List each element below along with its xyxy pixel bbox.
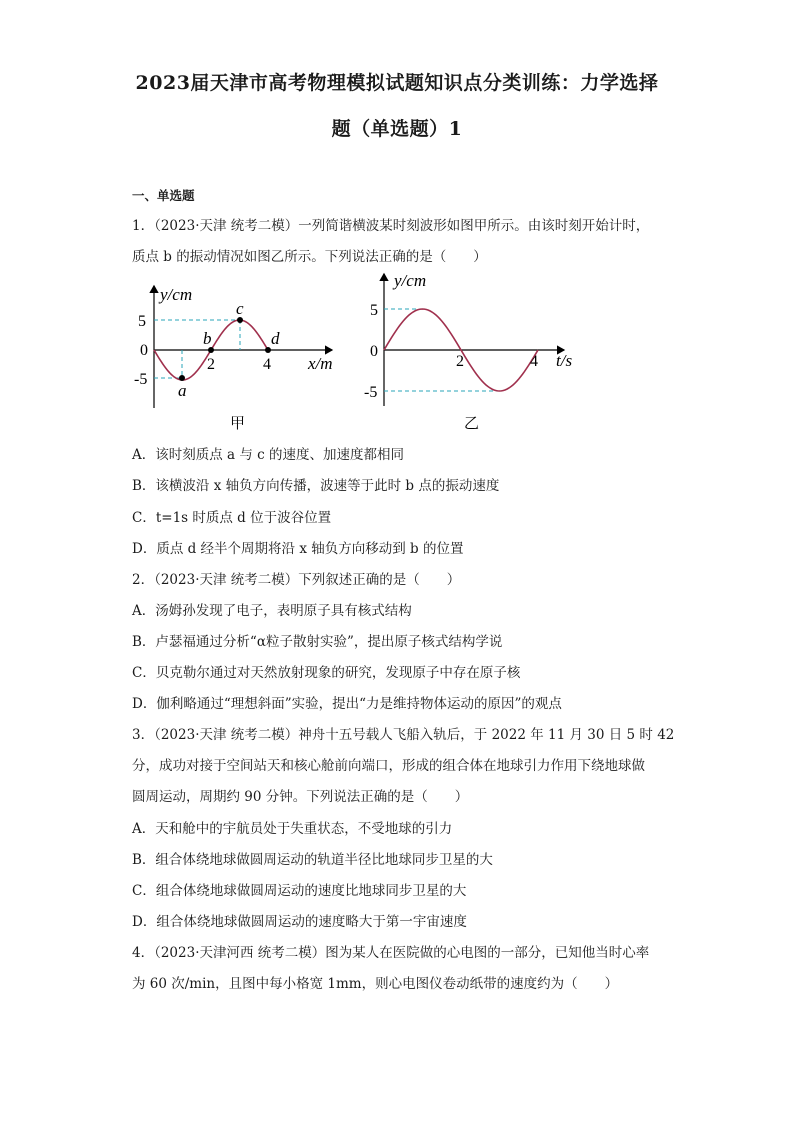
page-title-line1: 2023届天津市高考物理模拟试题知识点分类训练：力学选择 [135,72,659,94]
figure-jia-wave-graph [130,276,350,436]
q3-option-b: B．组合体绕地球做圆周运动的轨道半径比地球同步卫星的大 [132,852,493,868]
q1-stem-line2: 质点 b 的振动情况如图乙所示。下列说法正确的是（ ） [132,249,487,265]
t-axis-label: t/s [556,351,573,370]
q1-option-c: C．t=1s 时质点 d 位于波谷位置 [132,510,332,526]
section-heading: 一、单选题 [132,188,195,203]
q4-stem-line1: 4．（2023·天津河西 统考二模）图为某人在医院做的心电图的一部分，已知他当时心率 [132,945,650,961]
q2-option-d: D．伽利略通过“理想斜面”实验，提出“力是维持物体运动的原因”的观点 [132,696,562,712]
figure-caption-yi: 乙 [464,416,480,432]
y-tick-neg5: -5 [134,371,148,388]
label-d: d [271,329,280,348]
q2-option-b: B．卢瑟福通过分析“α粒子散射实验”，提出原子核式结构学说 [132,634,503,650]
q1-option-d: D．质点 d 经半个周期将沿 x 轴负方向移动到 b 的位置 [132,541,464,557]
t-tick-2: 2 [456,353,464,370]
y-tick-neg5: -5 [364,384,378,401]
q3-stem-line1: 3．（2023·天津 统考二模）神舟十五号载人飞船入轨后，于 2022 年 11 月 30 日 5 时 42 [132,727,675,743]
q3-option-d: D．组合体绕地球做圆周运动的速度略大于第一宇宙速度 [132,914,467,930]
label-b: b [203,329,212,348]
figure-yi-vibration-graph [358,266,588,436]
y-tick-5: 5 [370,302,378,319]
q2-option-a: A．汤姆孙发现了电子，表明原子具有核式结构 [132,603,412,619]
q4-stem-line2: 为 60 次/min，且图中每小格宽 1mm，则心电图仪卷动纸带的速度约为（ ） [132,976,619,992]
page-title-line2: 题（单选题）1 [331,118,463,140]
q3-option-a: A．天和舱中的宇航员处于失重状态，不受地球的引力 [132,821,453,837]
y-tick-0: 0 [370,343,378,360]
x-tick-2: 2 [207,356,215,373]
t-tick-4: 4 [530,353,538,370]
y-tick-5: 5 [138,313,146,330]
q2-stem: 2．（2023·天津 统考二模）下列叙述正确的是（ ） [132,572,461,588]
figure-caption-jia: 甲 [230,416,246,432]
y-axis-label: y/cm [160,285,193,304]
x-tick-4: 4 [263,356,271,373]
q3-stem-line2: 分，成功对接于空间站天和核心舱前向端口，形成的组合体在地球引力作用下绕地球做 [132,758,645,774]
label-c: c [236,299,244,318]
q1-stem-line1: 1．（2023·天津 统考二模）一列简谐横波某时刻波形如图甲所示。由该时刻开始计时， [132,218,650,234]
label-a: a [178,381,187,400]
y-tick-0: 0 [140,342,148,359]
q3-stem-line3: 圆周运动，周期约 90 分钟。下列说法正确的是（ ） [132,789,469,805]
q3-option-c: C．组合体绕地球做圆周运动的速度比地球同步卫星的大 [132,883,467,899]
x-axis-label: x/m [308,354,333,373]
q2-option-c: C．贝克勒尔通过对天然放射现象的研究，发现原子中存在原子核 [132,665,521,681]
q1-option-b: B．该横波沿 x 轴负方向传播，波速等于此时 b 点的振动速度 [132,478,500,494]
q1-option-a: A．该时刻质点 a 与 c 的速度、加速度都相同 [132,447,405,463]
y-axis-label: y/cm [394,271,427,290]
